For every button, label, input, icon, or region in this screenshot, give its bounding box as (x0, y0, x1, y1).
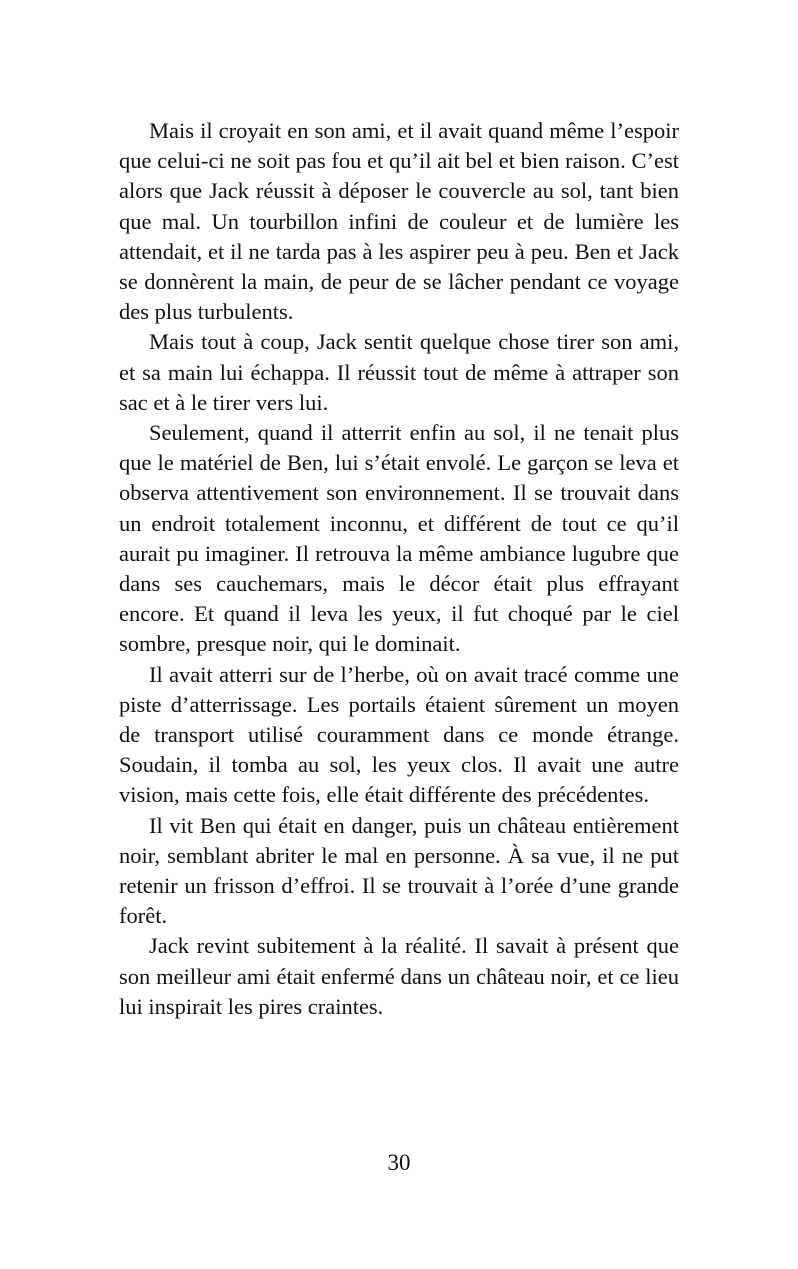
page-body (119, 116, 679, 1022)
paragraph-1: Mais il croyait en son ami, et il avait quand même l’espoir que celui-ci ne soit pas fou et qu’il ait bel et bien raison. C’est alors que Jack réussit à déposer le couvercle au sol, tant bien que mal. Un tourbillon infini de couleur et de lumière les attendait, et il ne tarda pas à les aspirer peu à peu. Ben et Jack se donnèrent la main, de peur de se lâcher pendant ce voyage des plus turbulents. (119, 118, 679, 325)
paragraph-2: Mais tout à coup, Jack sentit quelque chose tirer son ami, et sa main lui échappa. Il réussit tout de même à attraper son sac et à le tirer vers lui. (119, 329, 679, 415)
paragraph-5: Il vit Ben qui était en danger, puis un château entièrement noir, semblant abriter le mal en personne. À sa vue, il ne put retenir un frisson d’effroi. Il se trouvait à l’orée d’une grande forêt. (119, 812, 679, 929)
page-number: 30 (387, 1150, 411, 1175)
paragraph-6: Jack revint subitement à la réalité. Il savait à présent que son meilleur ami était enfermé dans un château noir, et ce lieu lui inspirait les pires craintes. (119, 933, 679, 1019)
paragraph-4: Il avait atterri sur de l’herbe, où on avait tracé comme une piste d’atterrissage. Les portails étaient sûrement un moyen de transport utilisé couramment dans ce monde étrange. Soudain, il tomba au sol, les yeux clos. Il avait une autre vision, mais cette fois, elle était différente des précédentes. (119, 661, 679, 808)
paragraph-3: Seulement, quand il atterrit enfin au sol, il ne tenait plus que le matériel de Ben, lui s’était envolé. Le garçon se leva et observa attentivement son environnement. Il se trouvait dans un endroit totalement inconnu, et différent de tout ce qu’il aurait pu imaginer. Il retrouva la même ambiance lugubre que dans ses cauchemars, mais le décor était plus effrayant encore. Et quand il leva les yeux, il fut choqué par le ciel sombre, presque noir, qui le dominait. (119, 420, 679, 657)
